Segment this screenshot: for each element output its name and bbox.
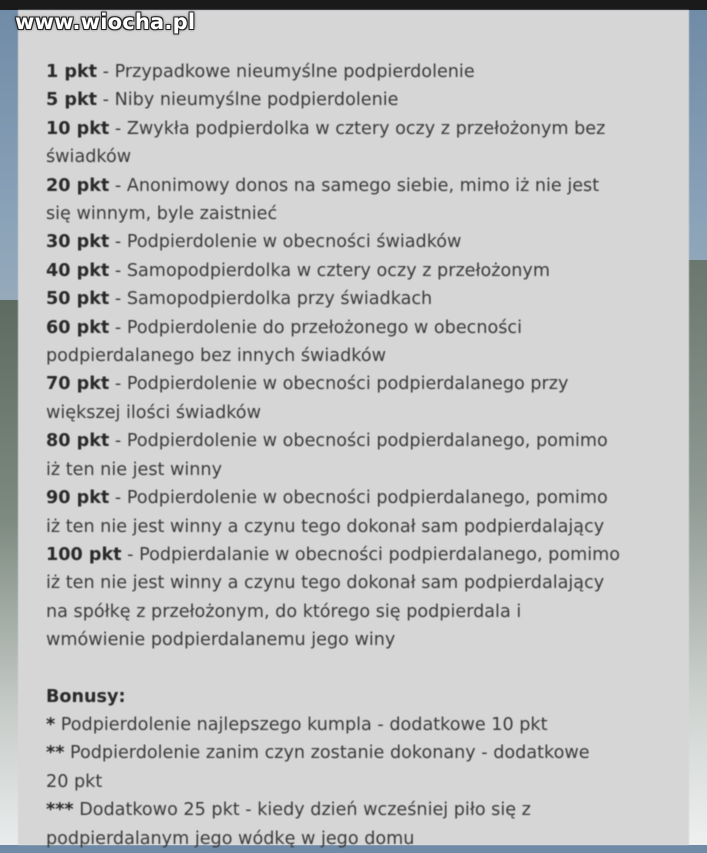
entry-text: - Podpierdolenie do przełożonego w obecności [109, 317, 522, 338]
entry-text: - Anonimowy donos na samego siebie, mimo iż nie jest [109, 175, 600, 196]
bonus-line [46, 768, 669, 796]
entry-line [46, 314, 669, 342]
entry-line [46, 200, 669, 228]
entry-text: - Podpierdolenie w obecności podpierdalanego przy [109, 374, 569, 395]
bonus-line [46, 825, 669, 853]
bonus-stars: *** [46, 800, 74, 821]
bonus-line [46, 739, 669, 767]
points-label: 90 pkt [46, 488, 110, 509]
entry-text: iż ten nie jest winny [46, 459, 222, 480]
entry-line [46, 427, 669, 455]
entry-line [46, 370, 669, 398]
bonus-text: 20 pkt [46, 771, 103, 792]
points-label: 40 pkt [46, 260, 110, 281]
entry-line [46, 228, 669, 256]
entry-line [46, 143, 669, 171]
entry-line [46, 342, 669, 370]
entry-text: - Zwykła podpierdolka w cztery oczy z przełożonym bez [109, 118, 606, 139]
points-label: 5 pkt [46, 90, 98, 111]
entry-line [46, 115, 669, 143]
entry-line [46, 285, 669, 313]
watermark-logo: www.wiocha.pl [15, 10, 196, 34]
entry-text: - Przypadkowe nieumyślne podpierdolenie [97, 62, 475, 82]
entry-text: iż ten nie jest winny a czynu tego dokonał sam podpierdalający [46, 516, 605, 537]
points-label: 20 pkt [46, 175, 110, 196]
entry-line [46, 541, 669, 569]
entry-line [46, 257, 669, 285]
entry-text: - Podpierdalanie w obecności podpierdalanego, pomimo [121, 544, 621, 565]
entry-text: - Podpierdolenie w obecności podpierdalanego, pomimo [109, 431, 608, 452]
entry-text: podpierdalanego bez innych świadków [46, 346, 386, 367]
entry-text: - Podpierdolenie w obecności świadków [109, 232, 462, 253]
entry-line [46, 172, 669, 200]
background-trees-right [687, 260, 707, 845]
entry-text: iż ten nie jest winny a czynu tego dokonał sam podpierdalający [46, 573, 605, 594]
points-label: 1 pkt [46, 62, 98, 82]
entry-line [46, 598, 669, 626]
entry-line [46, 399, 669, 427]
points-label: 100 pkt [46, 544, 122, 565]
entry-text: na spółkę z przełożonym, do którego się podpierdala i [46, 601, 522, 622]
entry-line [46, 86, 669, 114]
bonus-text: Dodatkowo 25 pkt - kiedy dzień wcześniej piło się z [73, 800, 531, 821]
entry-text: - Samopodpierdolka przy świadkach [109, 289, 433, 310]
bonus-stars: ** [46, 743, 65, 764]
entry-text: - Samopodpierdolka w cztery oczy z przełożonym [109, 260, 550, 281]
points-label: 60 pkt [46, 317, 110, 338]
entry-line [46, 626, 669, 654]
top-bar [0, 0, 707, 10]
entry-line [46, 456, 669, 484]
points-label: 30 pkt [46, 232, 110, 253]
points-label: 80 pkt [46, 431, 110, 452]
bonus-line [46, 796, 669, 824]
entry-line [46, 484, 669, 512]
entry-line [46, 513, 669, 541]
bonus-stars: * [46, 714, 56, 735]
bonus-heading: Bonusy: [46, 686, 126, 707]
entry-text: się winnym, byle zaistnieć [46, 204, 278, 225]
entry-text: - Podpierdolenie w obecności podpierdalanego, pomimo [109, 488, 608, 509]
bonus-text: Podpierdolenie najlepszego kumpla - dodatkowe 10 pkt [55, 714, 548, 735]
entry-text: - Niby nieumyślne podpierdolenie [97, 90, 399, 111]
text-panel [18, 10, 689, 849]
bonus-text: Podpierdolenie zanim czyn zostanie dokonany - dodatkowe [64, 743, 590, 764]
entry-line [46, 58, 669, 86]
entry-text: wmówienie podpierdalanemu jego winy [46, 630, 396, 651]
bonus-text: podpierdalanym jego wódkę w jego domu [46, 828, 415, 849]
points-label: 50 pkt [46, 289, 110, 310]
entry-text: większej ilości świadków [46, 402, 261, 423]
entry-text: świadków [46, 147, 132, 168]
points-list [46, 58, 669, 655]
points-label: 70 pkt [46, 374, 110, 395]
points-label: 10 pkt [46, 118, 110, 139]
entry-line [46, 569, 669, 597]
bonus-line [46, 711, 669, 739]
bonus-list [46, 711, 669, 853]
